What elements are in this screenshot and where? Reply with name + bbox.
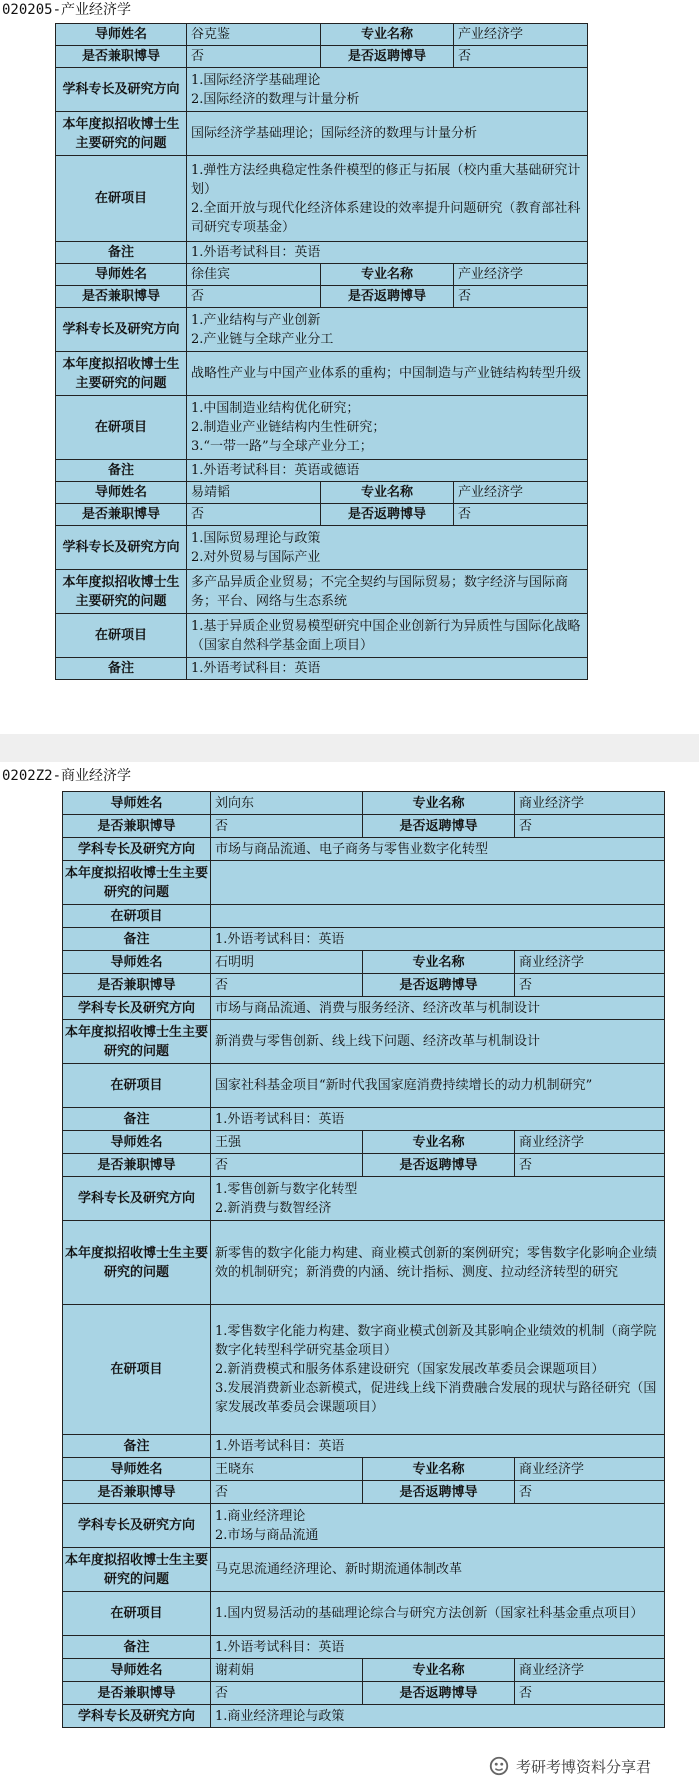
direction-line: 1.零售创新与数字化转型 [215, 1181, 358, 1197]
direction-line: 2.市场与商品流通 [215, 1527, 319, 1543]
table-row [63, 1305, 665, 1435]
table-row [56, 24, 588, 46]
advisor-name: 徐佳宾 [187, 264, 321, 286]
rehired-value: 否 [515, 815, 665, 838]
direction-line: 2.对外贸易与国际产业 [191, 549, 321, 565]
table-row [56, 68, 588, 112]
major-value: 商业经济学 [515, 792, 665, 815]
rehired-value: 否 [454, 286, 588, 308]
table-row [56, 504, 588, 526]
label-rehired: 是否返聘博导 [363, 1682, 515, 1705]
label-parttime: 是否兼职博导 [63, 1154, 211, 1177]
notes-value: 1.外语考试科目：英语 [211, 1636, 665, 1659]
directions-value [211, 1177, 665, 1221]
table-row [56, 570, 588, 614]
table-row [63, 815, 665, 838]
label-problems: 本年度拟招收博士生主要研究的问题 [63, 861, 211, 905]
parttime-value: 否 [187, 286, 321, 308]
table-row [63, 1548, 665, 1592]
advisor-name: 易靖韬 [187, 482, 321, 504]
directions-value [187, 526, 588, 570]
table-row [56, 614, 588, 658]
notes-value: 1.外语考试科目：英语 [187, 242, 588, 264]
projects-value [187, 396, 588, 460]
rehired-value: 否 [454, 504, 588, 526]
table-row [63, 951, 665, 974]
label-projects: 在研项目 [63, 1592, 211, 1636]
parttime-value: 否 [211, 1682, 363, 1705]
projects-value [211, 905, 665, 928]
major-value: 商业经济学 [515, 1458, 665, 1481]
table-row [56, 242, 588, 264]
label-rehired: 是否返聘博导 [363, 1481, 515, 1504]
label-projects: 在研项目 [63, 1305, 211, 1435]
major-value: 商业经济学 [515, 951, 665, 974]
table-row [56, 460, 588, 482]
watermark [488, 1752, 698, 1780]
label-rehired: 是否返聘博导 [321, 286, 454, 308]
label-parttime: 是否兼职博导 [63, 1481, 211, 1504]
wechat-official-account-icon [488, 1755, 510, 1777]
label-major: 专业名称 [363, 792, 515, 815]
rehired-value: 否 [515, 1481, 665, 1504]
project-line: 2.制造业产业链结构内生性研究； [191, 420, 386, 435]
label-problems: 本年度拟招收博士生主要研究的问题 [63, 1548, 211, 1592]
table-row [56, 46, 588, 68]
rehired-value: 否 [454, 46, 588, 68]
table-row [56, 308, 588, 352]
label-problems: 本年度拟招收博士生主要研究的问题 [56, 352, 187, 396]
projects-value [187, 156, 588, 242]
parttime-value: 否 [211, 974, 363, 997]
table-row [63, 1131, 665, 1154]
table-row [63, 1481, 665, 1504]
table-row [63, 792, 665, 815]
advisor-table-industrial [55, 23, 588, 680]
advisor-table-commercial [62, 791, 665, 1728]
directions-value: 1.商业经济理论与政策 [211, 1705, 665, 1728]
major-value: 产业经济学 [454, 24, 588, 46]
label-problems: 本年度拟招收博士生主要研究的问题 [63, 1020, 211, 1064]
directions-value: 市场与商品流通、电子商务与零售业数字化转型 [211, 838, 665, 861]
table-row [63, 905, 665, 928]
label-parttime: 是否兼职博导 [56, 286, 187, 308]
table-row [63, 974, 665, 997]
table-row [56, 396, 588, 460]
directions-value [187, 68, 588, 112]
parttime-value: 否 [211, 1481, 363, 1504]
table-row [63, 1705, 665, 1728]
table-row [56, 658, 588, 680]
label-directions: 学科专长及研究方向 [63, 997, 211, 1020]
label-notes: 备注 [56, 658, 187, 680]
label-advisor-name: 导师姓名 [56, 264, 187, 286]
parttime-value: 否 [211, 1154, 363, 1177]
label-rehired: 是否返聘博导 [363, 974, 515, 997]
label-advisor-name: 导师姓名 [63, 1659, 211, 1682]
table-row [63, 1592, 665, 1636]
table-row [63, 1458, 665, 1481]
label-directions: 学科专长及研究方向 [63, 1504, 211, 1548]
label-projects: 在研项目 [56, 156, 187, 242]
directions-value [187, 308, 588, 352]
label-advisor-name: 导师姓名 [56, 482, 187, 504]
label-major: 专业名称 [363, 1131, 515, 1154]
rehired-value: 否 [515, 1154, 665, 1177]
label-major: 专业名称 [321, 482, 454, 504]
label-parttime: 是否兼职博导 [63, 815, 211, 838]
advisor-name: 石明明 [211, 951, 363, 974]
table-row [63, 1435, 665, 1458]
project-line: 1.弹性方法经典稳定性条件模型的修正与拓展（校内重大基础研究计划） [191, 162, 581, 197]
table-row [63, 1221, 665, 1305]
label-projects: 在研项目 [63, 905, 211, 928]
advisor-name: 谷克鉴 [187, 24, 321, 46]
table-row [56, 264, 588, 286]
direction-line: 1.国际贸易理论与政策 [191, 530, 321, 546]
label-notes: 备注 [63, 928, 211, 951]
notes-value: 1.外语考试科目：英语 [211, 1108, 665, 1131]
notes-value: 1.外语考试科目：英语 [187, 658, 588, 680]
label-projects: 在研项目 [56, 396, 187, 460]
direction-line: 2.新消费与数智经济 [215, 1200, 332, 1216]
problems-value: 战略性产业与中国产业体系的重构；中国制造与产业链结构转型升级 [187, 352, 588, 396]
table-row [56, 482, 588, 504]
major-value: 商业经济学 [515, 1131, 665, 1154]
label-rehired: 是否返聘博导 [363, 815, 515, 838]
rehired-value: 否 [515, 974, 665, 997]
label-major: 专业名称 [363, 1659, 515, 1682]
directions-value: 市场与商品流通、消费与服务经济、经济改革与机制设计 [211, 997, 665, 1020]
problems-value: 马克思流通经济理论、新时期流通体制改革 [211, 1548, 665, 1592]
major-value: 产业经济学 [454, 482, 588, 504]
major-value: 商业经济学 [515, 1659, 665, 1682]
label-parttime: 是否兼职博导 [56, 46, 187, 68]
project-line: 3.发展消费新业态新模式，促进线上线下消费融合发展的现状与路径研究（国家发展改革委员会课题项目） [215, 1381, 657, 1415]
label-advisor-name: 导师姓名 [63, 951, 211, 974]
table-row [63, 1154, 665, 1177]
direction-line: 2.国际经济的数理与计量分析 [191, 91, 360, 107]
problems-value: 多产品异质企业贸易；不完全契约与国际贸易；数字经济与国际商务；平台、网络与生态系统 [187, 570, 588, 614]
label-advisor-name: 导师姓名 [63, 792, 211, 815]
table-row [63, 1108, 665, 1131]
table-row [63, 1064, 665, 1108]
label-projects: 在研项目 [63, 1064, 211, 1108]
notes-value: 1.外语考试科目：英语 [211, 1435, 665, 1458]
table-row [63, 1504, 665, 1548]
label-notes: 备注 [63, 1108, 211, 1131]
label-directions: 学科专长及研究方向 [63, 1177, 211, 1221]
table-row [56, 286, 588, 308]
label-rehired: 是否返聘博导 [321, 46, 454, 68]
label-major: 专业名称 [321, 24, 454, 46]
projects-value: 国家社科基金项目“新时代我国家庭消费持续增长的动力机制研究” [211, 1064, 665, 1108]
problems-value: 新消费与零售创新、线上线下问题、经济改革与机制设计 [211, 1020, 665, 1064]
label-notes: 备注 [56, 460, 187, 482]
label-directions: 学科专长及研究方向 [56, 68, 187, 112]
project-line: 3.“一带一路”与全球产业分工； [191, 439, 373, 454]
parttime-value: 否 [187, 504, 321, 526]
section-header-industrial: 020205-产业经济学 [0, 0, 699, 22]
direction-line: 1.国际经济学基础理论 [191, 72, 321, 88]
project-line: 1.零售数字化能力构建、数字商业模式创新及其影响企业绩效的机制（商学院数字化转型科学研究基金项目） [215, 1324, 657, 1358]
problems-value: 国际经济学基础理论；国际经济的数理与计量分析 [187, 112, 588, 156]
notes-value: 1.外语考试科目：英语 [211, 928, 665, 951]
project-line: 2.新消费模式和服务体系建设研究（国家发展改革委员会课题项目） [215, 1362, 605, 1377]
advisor-name: 谢莉娟 [211, 1659, 363, 1682]
label-directions: 学科专长及研究方向 [56, 308, 187, 352]
table-row [63, 1636, 665, 1659]
section-divider [0, 734, 699, 762]
label-advisor-name: 导师姓名 [56, 24, 187, 46]
table-row [63, 928, 665, 951]
label-major: 专业名称 [363, 951, 515, 974]
table-row [63, 838, 665, 861]
direction-line: 2.产业链与全球产业分工 [191, 331, 334, 347]
table-row [63, 997, 665, 1020]
table-row [63, 1682, 665, 1705]
problems-value: 新零售的数字化能力构建、商业模式创新的案例研究；零售数字化影响企业绩效的机制研究；新消费的内涵、统计指标、测度、拉动经济转型的研究 [211, 1221, 665, 1305]
projects-value [211, 1305, 665, 1435]
label-parttime: 是否兼职博导 [56, 504, 187, 526]
label-advisor-name: 导师姓名 [63, 1458, 211, 1481]
label-directions: 学科专长及研究方向 [63, 1705, 211, 1728]
directions-value [211, 1504, 665, 1548]
label-directions: 学科专长及研究方向 [56, 526, 187, 570]
label-major: 专业名称 [321, 264, 454, 286]
problems-value [211, 861, 665, 905]
direction-line: 1.商业经济理论 [215, 1508, 306, 1524]
projects-value: 1.国内贸易活动的基础理论综合与研究方法创新（国家社科基金重点项目） [211, 1592, 665, 1636]
table-row [63, 861, 665, 905]
table-row [56, 156, 588, 242]
parttime-value: 否 [211, 815, 363, 838]
label-advisor-name: 导师姓名 [63, 1131, 211, 1154]
advisor-name: 刘向东 [211, 792, 363, 815]
table-row [56, 352, 588, 396]
section-header-commercial: 0202Z2-商业经济学 [0, 766, 699, 788]
label-rehired: 是否返聘博导 [363, 1154, 515, 1177]
label-problems: 本年度拟招收博士生主要研究的问题 [56, 112, 187, 156]
advisor-name: 王晓东 [211, 1458, 363, 1481]
label-problems: 本年度拟招收博士生主要研究的问题 [56, 570, 187, 614]
parttime-value: 否 [187, 46, 321, 68]
rehired-value: 否 [515, 1682, 665, 1705]
advisor-name: 王强 [211, 1131, 363, 1154]
label-problems: 本年度拟招收博士生主要研究的问题 [63, 1221, 211, 1305]
major-value: 产业经济学 [454, 264, 588, 286]
notes-value: 1.外语考试科目：英语或德语 [187, 460, 588, 482]
projects-value [187, 614, 588, 658]
label-notes: 备注 [56, 242, 187, 264]
table-row [56, 526, 588, 570]
table-row [63, 1020, 665, 1064]
label-parttime: 是否兼职博导 [63, 1682, 211, 1705]
table-row [63, 1659, 665, 1682]
label-projects: 在研项目 [56, 614, 187, 658]
label-rehired: 是否返聘博导 [321, 504, 454, 526]
label-parttime: 是否兼职博导 [63, 974, 211, 997]
table-row [56, 112, 588, 156]
table-row [63, 1177, 665, 1221]
project-line: 1.中国制造业结构优化研究； [191, 401, 360, 416]
label-major: 专业名称 [363, 1458, 515, 1481]
label-directions: 学科专长及研究方向 [63, 838, 211, 861]
label-notes: 备注 [63, 1636, 211, 1659]
watermark-text: 考研考博资料分享君 [516, 1757, 652, 1776]
label-notes: 备注 [63, 1435, 211, 1458]
project-line: 2.全面开放与现代化经济体系建设的效率提升问题研究（教育部社科司研究专项基金） [191, 200, 581, 235]
project-line: 1.基于异质企业贸易模型研究中国企业创新行为异质性与国际化战略（国家自然科学基金面上项目） [191, 618, 581, 653]
direction-line: 1.产业结构与产业创新 [191, 312, 321, 328]
